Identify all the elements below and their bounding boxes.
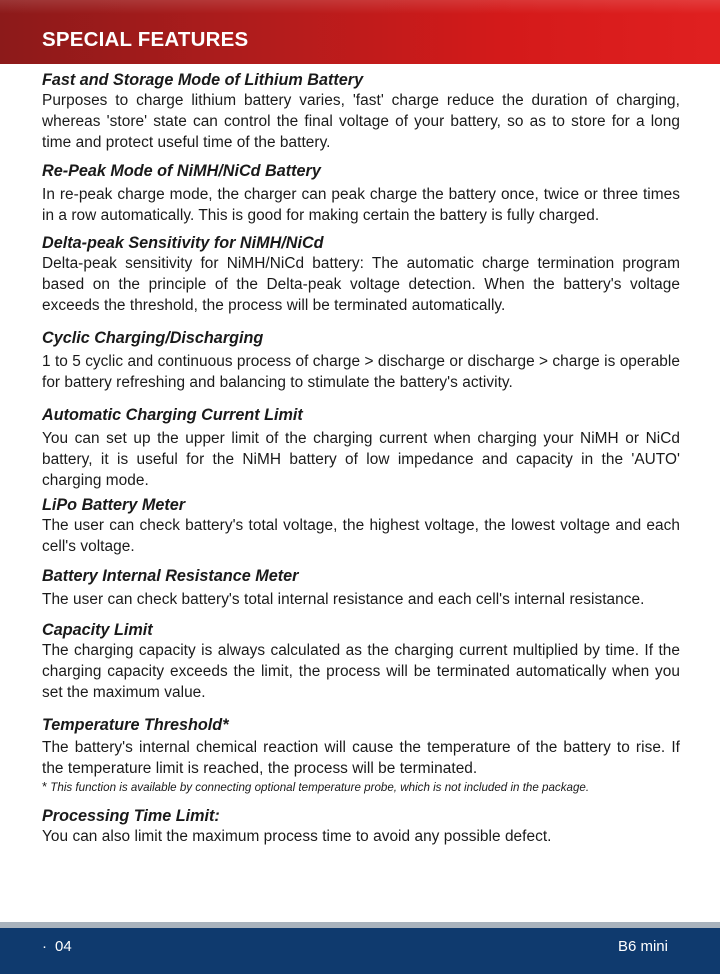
page-number: [42, 938, 72, 955]
section-title: Automatic Charging Current Limit: [42, 406, 303, 424]
section-temperature-threshold: [42, 715, 680, 796]
section-title: Battery Internal Resistance Meter: [42, 567, 299, 585]
section-fast-storage-mode: [42, 70, 680, 153]
section-title: Temperature Threshold*: [42, 716, 229, 734]
section-auto-current-limit: [42, 405, 680, 491]
section-capacity-limit: [42, 620, 680, 703]
page-header: [0, 0, 720, 64]
section-body: The battery's internal chemical reaction will cause the temperature of the battery to rise. If the temperature limit is reached, the process will be terminated.: [42, 739, 680, 777]
section-body: The charging capacity is always calculated as the charging current multiplied by time. If the charging capacity exceeds the limit, the process will be terminated automatically when you set the maximum value.: [42, 642, 680, 701]
section-lipo-meter: [42, 495, 680, 557]
section-title: Re-Peak Mode of NiMH/NiCd Battery: [42, 162, 321, 180]
section-re-peak-mode: [42, 161, 680, 226]
section-body: In re-peak charge mode, the charger can peak charge the battery once, twice or three times in a row automatically. This is good for making certain the battery is fully charged.: [42, 186, 680, 224]
page-number-dot: ·: [42, 938, 47, 955]
section-body: 1 to 5 cyclic and continuous process of charge > discharge or discharge > charge is operable for battery refreshing and balancing to stimulate the battery's activity.: [42, 353, 680, 391]
page-footer: [0, 928, 720, 974]
header-title: SPECIAL FEATURES: [42, 28, 249, 51]
section-body: The user can check battery's total voltage, the highest voltage, the lowest voltage and each cell's voltage.: [42, 517, 680, 555]
model-name: B6 mini: [617, 938, 668, 955]
section-title: Delta-peak Sensitivity for NiMH/NiCd: [42, 234, 324, 252]
section-body: You can also limit the maximum process time to avoid any possible defect.: [42, 828, 552, 845]
section-body: The user can check battery's total internal resistance and each cell's internal resistance.: [42, 591, 645, 608]
section-body: Delta-peak sensitivity for NiMH/NiCd battery: The automatic charge termination program based on the principle of the Delta-peak voltage detection. When the battery's voltage exceeds the threshold, the process will be terminated automatically.: [42, 255, 680, 314]
section-title: LiPo Battery Meter: [42, 496, 186, 514]
footnote-marker: *: [42, 779, 48, 794]
section-body: You can set up the upper limit of the charging current when charging your NiMH or NiCd battery, it is useful for the NiMH battery of low impedance and capacity in the 'AUTO' charging mode.: [42, 430, 680, 489]
section-cyclic-charging: [42, 328, 680, 393]
footnote: [42, 779, 680, 796]
page-number-value: 04: [55, 938, 72, 955]
section-processing-time-limit: [42, 806, 680, 847]
section-title: Fast and Storage Mode of Lithium Battery: [42, 71, 364, 89]
section-title: Cyclic Charging/Discharging: [42, 329, 264, 347]
section-internal-resistance-meter: [42, 566, 680, 610]
section-body: Purposes to charge lithium battery varies, 'fast' charge reduce the duration of charging, whereas 'store' state can control the final voltage of your battery, so as to store for a long time and protect useful time of the battery.: [42, 92, 680, 151]
section-delta-peak-sensitivity: [42, 233, 680, 316]
content: [42, 70, 680, 847]
section-title: Processing Time Limit:: [42, 807, 220, 825]
section-title: Capacity Limit: [42, 621, 153, 639]
footnote-text: This function is available by connecting optional temperature probe, which is not included in the package.: [50, 781, 590, 794]
